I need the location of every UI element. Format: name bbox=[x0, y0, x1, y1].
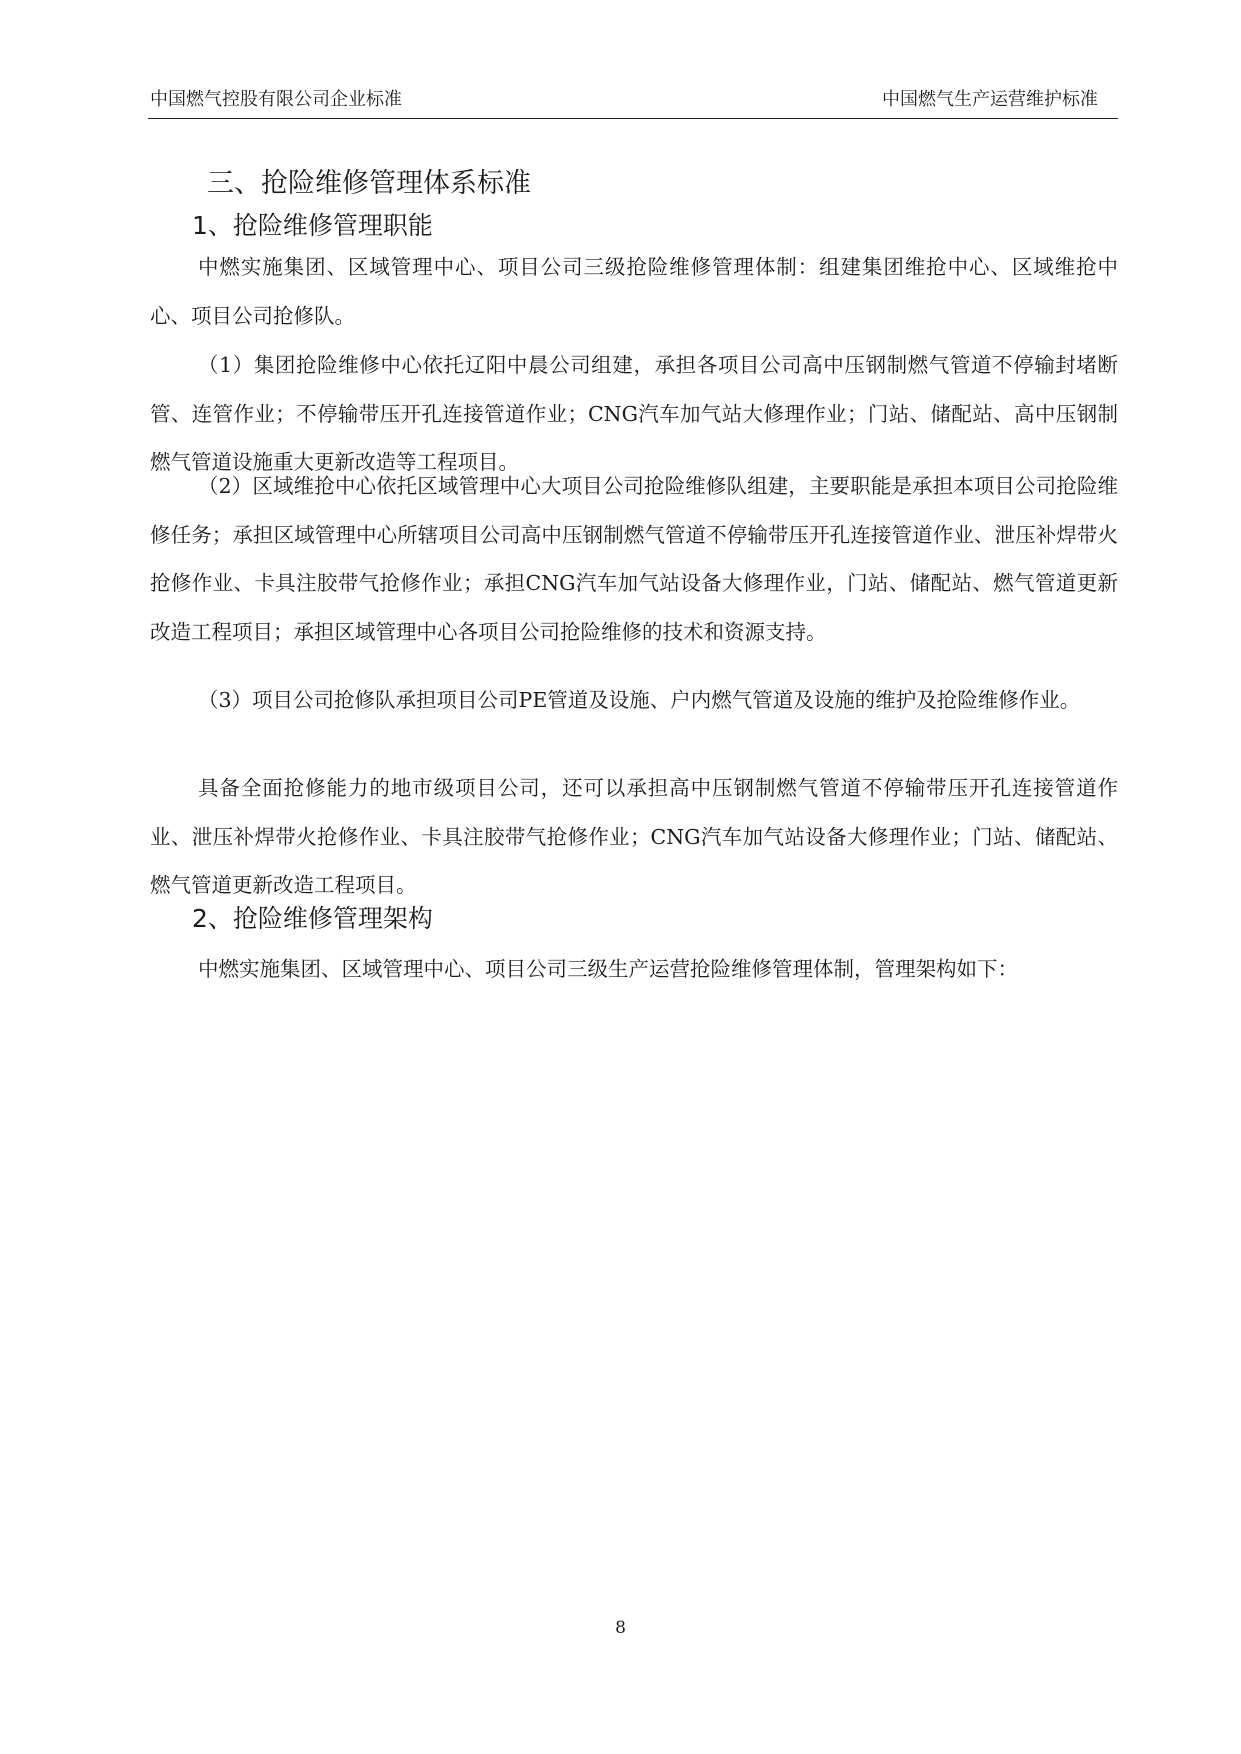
paragraph-regional-center: （2）区域维抢中心依托区域管理中心大项目公司抢险维修队组建，主要职能是承担本项目公司抢险维修任务；承担区域管理中心所辖项目公司高中压钢制燃气管道不停输带压开孔连接管道作业、泄压补焊带火抢修作业、卡具注胶带气抢修作业；承担CNG汽车加气站设备大修理作业，门站、储配站、燃气管道更新改造工程项目；承担区域管理中心各项目公司抢险维修的技术和资源支持。 bbox=[150, 474, 1118, 644]
paragraph-group-center: （1）集团抢险维修中心依托辽阳中晨公司组建，承担各项目公司高中压钢制燃气管道不停输封堵断管、连管作业；不停输带压开孔连接管道作业；CNG汽车加气站大修理作业；门站、储配站、高中压钢制燃气管道设施重大更新改造等工程项目。 bbox=[150, 353, 1118, 474]
paragraph-project-team: （3）项目公司抢修队承担项目公司PE管道及设施、户内燃气管道及设施的维护及抢险维修作业。 bbox=[198, 688, 1081, 712]
paragraph-structure-intro: 中燃实施集团、区域管理中心、项目公司三级生产运营抢险维修管理体制，管理架构如下： bbox=[198, 957, 1018, 981]
page-number: 8 bbox=[615, 1618, 626, 1638]
subsection-title-functions: 1、抢险维修管理职能 bbox=[192, 211, 433, 240]
section-title: 三、抢险维修管理体系标准 bbox=[207, 168, 531, 199]
page-header bbox=[148, 88, 1118, 119]
paragraph-city-company: 具备全面抢修能力的地市级项目公司，还可以承担高中压钢制燃气管道不停输带压开孔连接管道作业、泄压补焊带火抢修作业、卡具注胶带气抢修作业；CNG汽车加气站设备大修理作业；门站、储配站、燃气管道更新改造工程项目。 bbox=[150, 776, 1118, 897]
paragraph-system-intro: 中燃实施集团、区域管理中心、项目公司三级抢险维修管理体制：组建集团维抢中心、区域维抢中心、项目公司抢修队。 bbox=[150, 255, 1118, 328]
header-company-standard: 中国燃气控股有限公司企业标准 bbox=[150, 89, 402, 110]
header-document-title: 中国燃气生产运营维护标准 bbox=[882, 89, 1098, 110]
subsection-title-structure: 2、抢险维修管理架构 bbox=[192, 904, 433, 933]
